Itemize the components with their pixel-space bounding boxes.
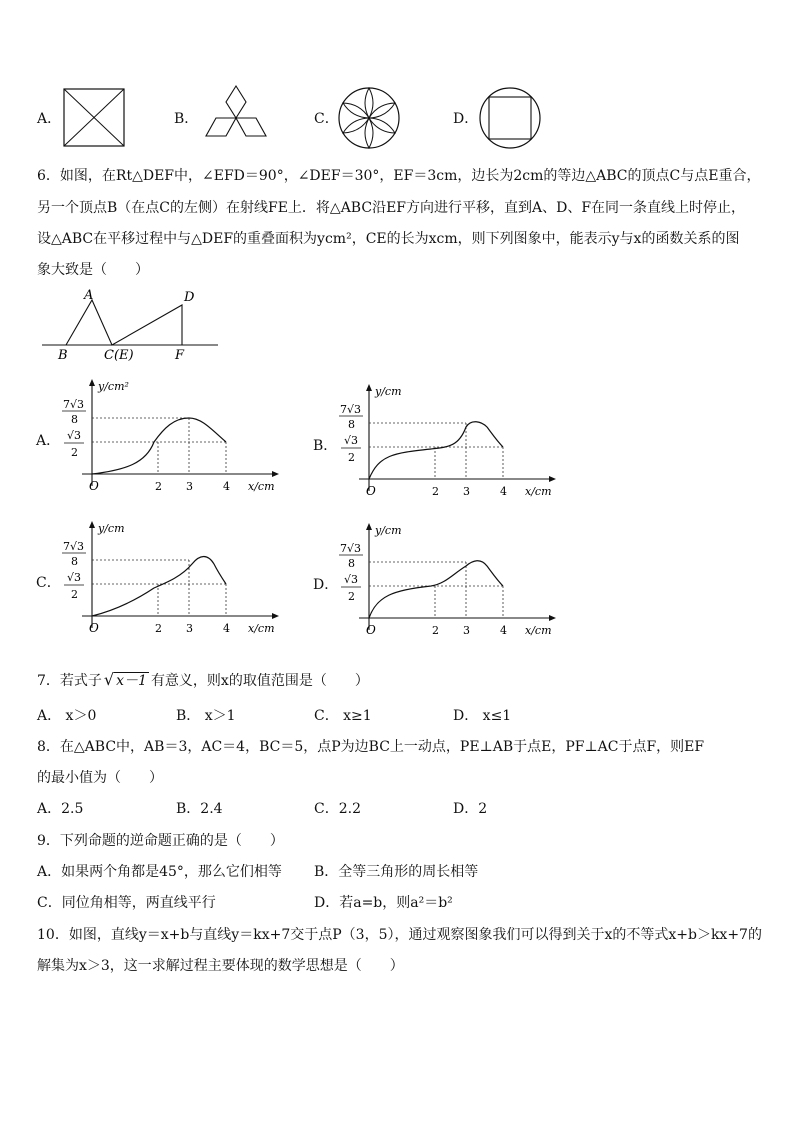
y-tick-high-denominator: 8 <box>71 555 78 568</box>
x-tick-2: 2 <box>432 485 439 498</box>
x-axis-arrow-icon <box>272 613 279 619</box>
x-axis-arrow-icon <box>549 615 556 621</box>
figure-label-d: D <box>184 290 195 305</box>
y-tick-low-denominator: 2 <box>348 451 355 464</box>
q7-option-b: B． x＞1 <box>176 708 236 724</box>
x-tick-4: 4 <box>223 622 230 635</box>
x-axis-label: x/cm <box>525 624 552 637</box>
x-tick-4: 4 <box>500 624 507 637</box>
graph-option-label: B． <box>313 438 338 454</box>
x-tick-3: 3 <box>463 485 470 498</box>
q6-stem-line4: 象大致是（ ） <box>37 262 149 278</box>
function-graph <box>313 522 563 642</box>
q5-option-b-label: B． <box>174 111 199 127</box>
y-tick-high-numerator: 7√3 <box>63 398 85 411</box>
y-tick-low-denominator: 2 <box>71 588 78 601</box>
sqrt-sign-icon: √ <box>103 670 115 689</box>
y-axis-label: y/cm <box>375 385 402 398</box>
y-axis-arrow-icon <box>89 521 95 528</box>
figure-label-f: F <box>175 348 185 363</box>
x-tick-4: 4 <box>500 485 507 498</box>
y-tick-high-denominator: 8 <box>348 557 355 570</box>
q7-stem <box>37 670 369 691</box>
q8-option-c: C．2.2 <box>314 801 361 817</box>
y-axis-label: y/cm² <box>98 380 129 393</box>
graph-option-label: D． <box>313 577 339 593</box>
q7-option-c: C． x≥1 <box>314 708 372 724</box>
q8-stem-line1: 8．在△ABC中，AB＝3，AC＝4，BC＝5，点P为边BC上一动点，PE⊥AB于点E，PF⊥AC于点F，则EF <box>37 739 705 755</box>
x-axis-label: x/cm <box>248 622 275 635</box>
y-tick-low-numerator: √3 <box>67 571 82 584</box>
x-tick-3: 3 <box>186 480 193 493</box>
q6-stem-line2: 另一个顶点B（在点C的左侧）在射线FE上．将△ABC沿EF方向进行平移，直到A、D、F在同一条直线上时停止， <box>37 200 746 216</box>
graph-option-label: C． <box>36 575 61 591</box>
figure-label-ce: C(E) <box>104 348 134 363</box>
x-axis-label: x/cm <box>525 485 552 498</box>
q5-option-d-label: D． <box>453 111 479 127</box>
x-axis-arrow-icon <box>272 471 279 477</box>
q8-option-a: A．2.5 <box>37 801 84 817</box>
y-tick-low-numerator: √3 <box>67 429 82 442</box>
origin-label: O <box>366 623 376 637</box>
y-tick-low-numerator: √3 <box>344 434 359 447</box>
q7-option-d: D． x≤1 <box>453 708 512 724</box>
y-tick-low-numerator: √3 <box>344 573 359 586</box>
function-graph <box>36 520 286 640</box>
y-tick-high-denominator: 8 <box>348 418 355 431</box>
x-tick-2: 2 <box>432 624 439 637</box>
origin-label: O <box>89 479 99 493</box>
square-with-diagonals-icon <box>63 88 125 148</box>
y-axis-label: y/cm <box>375 524 402 537</box>
y-axis-label: y/cm <box>98 522 125 535</box>
q8-option-d: D．2 <box>453 801 488 817</box>
origin-label: O <box>89 621 99 635</box>
y-tick-high-numerator: 7√3 <box>63 540 85 553</box>
q9-option-d: D．若a=b，则a²＝b² <box>314 895 453 911</box>
y-tick-high-numerator: 7√3 <box>340 403 362 416</box>
q7-option-a: A． x＞0 <box>37 708 97 724</box>
function-graph <box>313 383 563 503</box>
six-petal-flower-in-circle-icon <box>336 86 402 150</box>
origin-label: O <box>366 484 376 498</box>
q8-stem-line2: 的最小值为（ ） <box>37 770 163 786</box>
q6-triangle-figure <box>38 285 228 365</box>
y-axis-arrow-icon <box>366 384 372 391</box>
x-axis-label: x/cm <box>248 480 275 493</box>
x-axis-arrow-icon <box>549 476 556 482</box>
function-curve <box>369 422 503 479</box>
x-tick-3: 3 <box>463 624 470 637</box>
x-tick-4: 4 <box>223 480 230 493</box>
q9-option-c: C．同位角相等，两直线平行 <box>37 895 216 911</box>
y-tick-low-denominator: 2 <box>348 590 355 603</box>
x-tick-3: 3 <box>186 622 193 635</box>
figure-label-b: B <box>58 348 68 363</box>
q6-stem-line1: 6．如图，在Rt△DEF中，∠EFD＝90°，∠DEF＝30°，EF＝3cm，边长为2cm的等边△ABC的顶点C与点E重合， <box>37 168 761 184</box>
q9-option-b: B．全等三角形的周长相等 <box>314 864 479 880</box>
figure-label-a: A <box>84 288 94 303</box>
y-tick-high-numerator: 7√3 <box>340 542 362 555</box>
x-tick-2: 2 <box>155 622 162 635</box>
q5-option-a-label: A． <box>37 111 62 127</box>
q10-stem-line2: 解集为x＞3，这一求解过程主要体现的数学思想是（ ） <box>37 958 404 974</box>
function-graph <box>36 378 286 498</box>
q9-stem: 9．下列命题的逆命题正确的是（ ） <box>37 833 284 849</box>
q9-option-a: A．如果两个角都是45°，那么它们相等 <box>37 864 282 880</box>
y-tick-high-denominator: 8 <box>71 413 78 426</box>
y-tick-low-denominator: 2 <box>71 446 78 459</box>
q7-radicand: x－1 <box>116 673 147 689</box>
q10-stem-line1: 10．如图，直线y＝x+b与直线y＝kx+7交于点P（3，5），通过观察图象我们可以得到关于x的不等式x+b＞kx+7的 <box>37 927 762 943</box>
square-inscribed-in-circle-icon <box>477 86 543 150</box>
q7-radical <box>104 670 149 691</box>
x-tick-2: 2 <box>155 480 162 493</box>
q7-stem-post: 有意义，则x的取值范围是（ ） <box>150 673 369 689</box>
function-curve <box>92 418 226 474</box>
q6-stem-line3: 设△ABC在平移过程中与△DEF的重叠面积为ycm²，CE的长为xcm，则下列图象中，能表示y与x的函数关系的图 <box>37 231 740 247</box>
y-axis-arrow-icon <box>89 379 95 386</box>
graph-option-label: A． <box>36 433 61 449</box>
q5-option-c-label: C． <box>314 111 339 127</box>
q7-stem-pre: 7．若式子 <box>37 673 102 689</box>
y-axis-arrow-icon <box>366 523 372 530</box>
function-curve <box>369 561 503 618</box>
q8-option-b: B．2.4 <box>176 801 223 817</box>
function-curve <box>92 557 226 617</box>
three-rhombus-logo-icon <box>198 84 274 148</box>
